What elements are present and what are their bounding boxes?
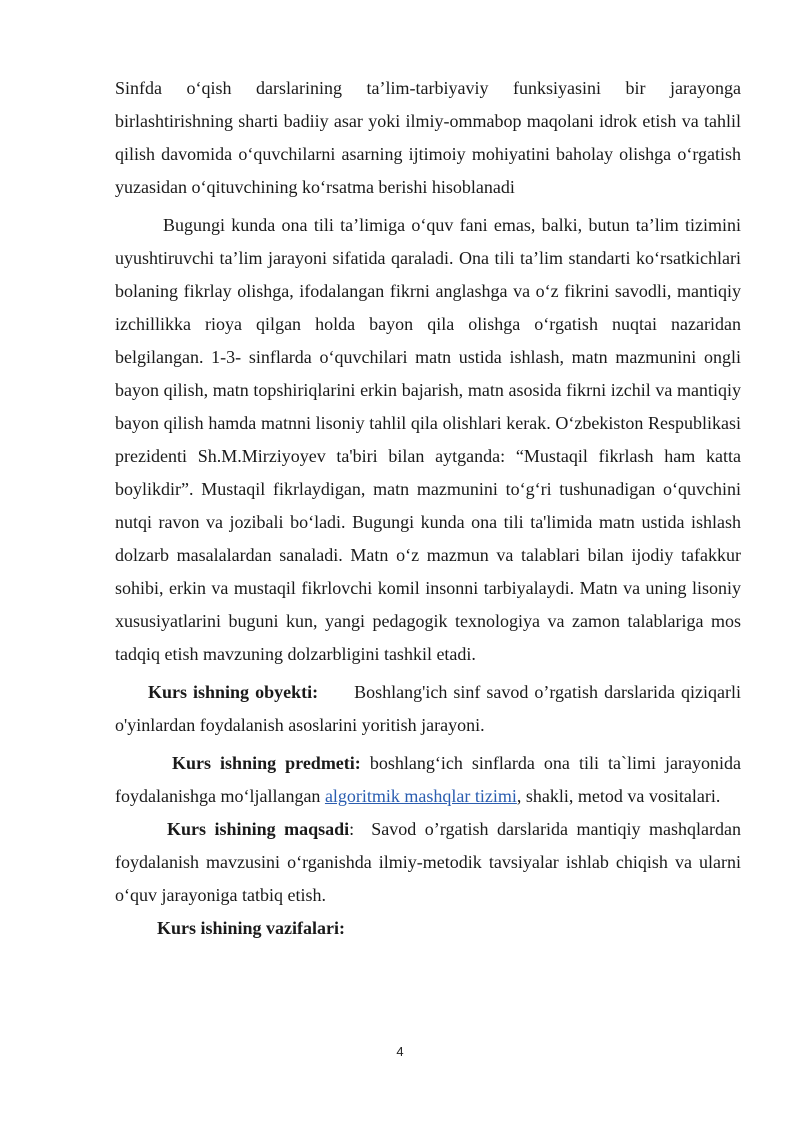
course-goal-colon: : bbox=[349, 819, 355, 839]
course-subject-label: Kurs ishning predmeti: bbox=[172, 753, 361, 773]
course-goal-paragraph bbox=[115, 813, 741, 912]
course-goal-text: Savod o’rgatish darslarida mantiqiy mashqlardan foydalanish mavzusini o‘rganishda ilmiy-metodik tavsiyalar ishlab chiqish va ularni o‘quv jarayoniga tatbiq etish. bbox=[115, 819, 741, 905]
course-subject-text-end: , shakli, metod va vositalari. bbox=[516, 786, 721, 806]
course-tasks-label: Kurs ishining vazifalari: bbox=[157, 918, 346, 938]
page-number: 4 bbox=[396, 1044, 404, 1059]
paragraph-intro: Sinfda o‘qish darslarining ta’lim-tarbiyaviy funksiyasini bir jarayonga birlashtirishning sharti badiiy asar yoki ilmiy-ommabop maqolani idrok etish va tahlil qilish davomida o‘quvchilarni asarning ijtimoiy mohiyatini baholay olishga o‘rgatish yuzasidan o‘qituvchining ko‘rsatma berishi hisoblanadi bbox=[115, 78, 741, 197]
algorithmic-exercises-link[interactable]: algoritmik mashqlar tizimi bbox=[324, 786, 517, 806]
course-object-paragraph bbox=[115, 676, 741, 742]
course-subject-text: boshlang‘ich sinflarda ona tili ta`limi jarayonida foydalanishga mo‘ljallangan bbox=[115, 753, 742, 806]
course-goal-label: Kurs ishining maqsadi bbox=[167, 819, 350, 839]
course-subject-paragraph bbox=[115, 747, 741, 813]
course-object-text: Boshlang'ich sinf savod o’rgatish darslarida qiziqarli o'yinlardan foydalanish asoslarini yoritish jarayoni. bbox=[115, 682, 742, 735]
course-tasks-paragraph bbox=[115, 912, 741, 945]
paragraph-main: Bugungi kunda ona tili ta’limiga o‘quv fani emas, balki, butun ta’lim tizimini uyushtiruvchi ta’lim jarayoni sifatida qaraladi. Ona tili ta’lim standarti ko‘rsatkichlari bolaning fikrlay olishga, ifodalangan fikrni anglashga va o‘z fikrini savodli, mantiqiy izchillikka rioya qilgan holda bayon qila olishga o‘rgatish nuqtai nazaridan belgilangan. 1-3- sinflarda o‘quvchilari matn ustida ishlash, matn mazmunini ongli bayon qilish, matn topshiriqlarini erkin bajarish, matn asosida fikrni izchil va mantiqiy bayon qilish hamda matnni lisoniy tahlil qila olishlari kerak. O‘zbekiston Respublikasi prezidenti Sh.M.Mirziyoyev ta'biri bilan aytganda: “Mustaqil fikrlash ham katta boylikdir”. Mustaqil fikrlaydigan, matn mazmunini to‘g‘ri tushunadigan o‘quvchini nutqi ravon va jozibali bo‘ladi. Bugungi kunda ona tili ta'limida matn ustida ishlash dolzarb masalalardan sanaladi. Matn o‘z mazmun va talablari bilan ijodiy tafakkur sohibi, erkin va mustaqil fikrlovchi komil insonni tarbiyalaydi. Matn va uning lisoniy xususiyatlarini buguni kun, yangi pedagogik texnologiya va zamon talablariga mos tadqiq etish mavzuning dolzarbligini tashkil etadi. bbox=[115, 215, 741, 664]
course-object-label: Kurs ishning obyekti: bbox=[148, 682, 319, 702]
page-content bbox=[115, 72, 741, 945]
